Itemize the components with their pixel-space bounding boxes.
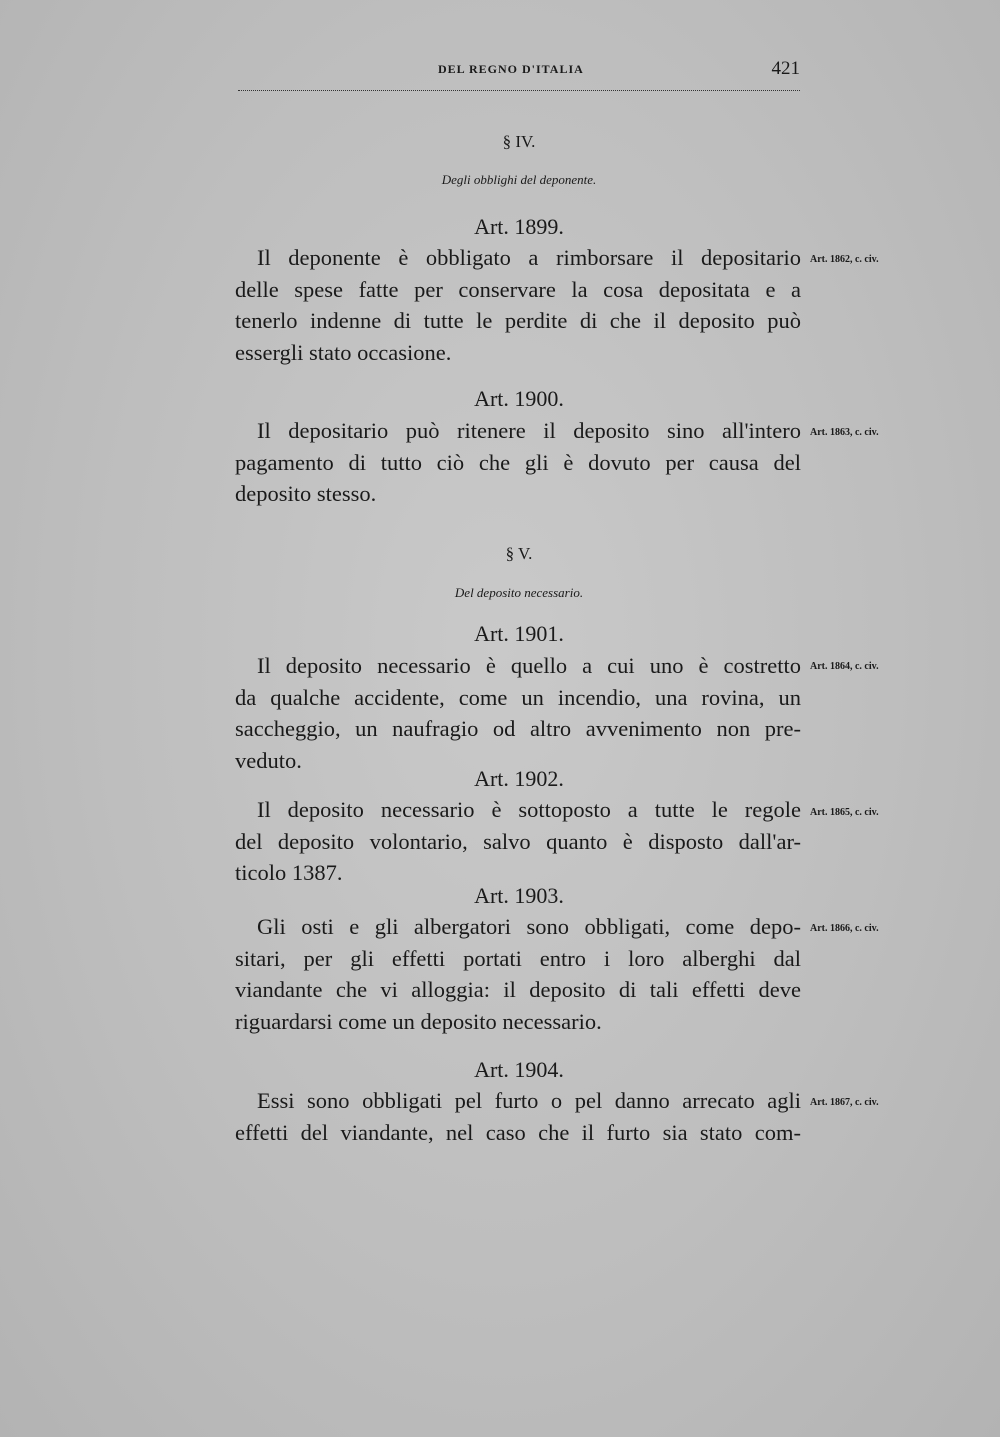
article-1902-title: Art. 1902. [474,766,564,791]
text-line: pagamento di tutto ciò che gli è dovuto per causa del [235,449,801,475]
text-line: tenerlo indenne di tutte le perdite di che il deposito può [235,308,801,333]
text-line: sitari, per gli effetti portati entro i loro alberghi dal [235,945,801,971]
article-1903-text [235,911,801,1037]
text-line: saccheggio, un naufragio od altro avvenimento non pre- [235,716,801,741]
text-line: Essi sono obbligati pel furto o pel danno arrecato agli [257,1088,801,1113]
text-line: essergli stato occasione. [235,339,452,365]
text-line: ticolo 1387. [235,860,343,885]
header-title: DEL REGNO D'ITALIA [438,62,584,76]
article-1900-title: Art. 1900. [474,386,564,411]
text-line: effetti del viandante, nel caso che il furto sia stato com- [235,1119,801,1145]
article-1902-reference: Art. 1865, c. civ. [810,807,879,818]
running-header [238,58,800,91]
article-1904-title: Art. 1904. [474,1057,564,1082]
text-line: da qualche accidente, come un incendio, una rovina, un [235,684,801,710]
article-1903-reference: Art. 1866, c. civ. [810,923,879,934]
page-number: 421 [771,58,800,79]
article-1900-reference: Art. 1863, c. civ. [810,427,879,438]
article-1899-title: Art. 1899. [474,214,564,239]
text-line: Il deposito necessario è quello a cui uno è costretto [257,653,801,678]
text-line: deposito stesso. [235,481,377,506]
text-line: veduto. [235,747,302,773]
article-1902-text [235,794,801,889]
article-1899-text [235,242,801,368]
text-line: Il depositario può ritenere il deposito sino all'intero [257,418,801,443]
article-1904-text [235,1085,801,1148]
section-v-subtitle: Del deposito necessario. [454,585,584,600]
section-iv-heading: § IV. [502,132,536,151]
article-1899-reference: Art. 1862, c. civ. [810,254,879,265]
article-1900-text [235,415,801,510]
text-line: del deposito volontario, salvo quanto è disposto dall'ar- [235,828,801,854]
text-line: Gli osti e gli albergatori sono obbligati, come depo- [257,914,801,939]
article-1901-text [235,650,801,776]
text-line: viandante che vi alloggia: il deposito di tali effetti deve [235,977,801,1002]
article-1901-title: Art. 1901. [474,621,564,646]
article-1901-reference: Art. 1864, c. civ. [810,661,879,672]
article-1904-reference: Art. 1867, c. civ. [810,1097,879,1108]
text-line: riguardarsi come un deposito necessario. [235,1008,602,1034]
text-line: Il deponente è obbligato a rimborsare il depositario [257,245,801,270]
section-iv-subtitle: Degli obblighi del deponente. [441,172,597,187]
text-line: Il deposito necessario è sottoposto a tutte le regole [257,797,801,822]
article-1903-title: Art. 1903. [474,883,564,908]
text-line: delle spese fatte per conservare la cosa depositata e a [235,276,801,302]
section-v-heading: § V. [505,544,533,563]
